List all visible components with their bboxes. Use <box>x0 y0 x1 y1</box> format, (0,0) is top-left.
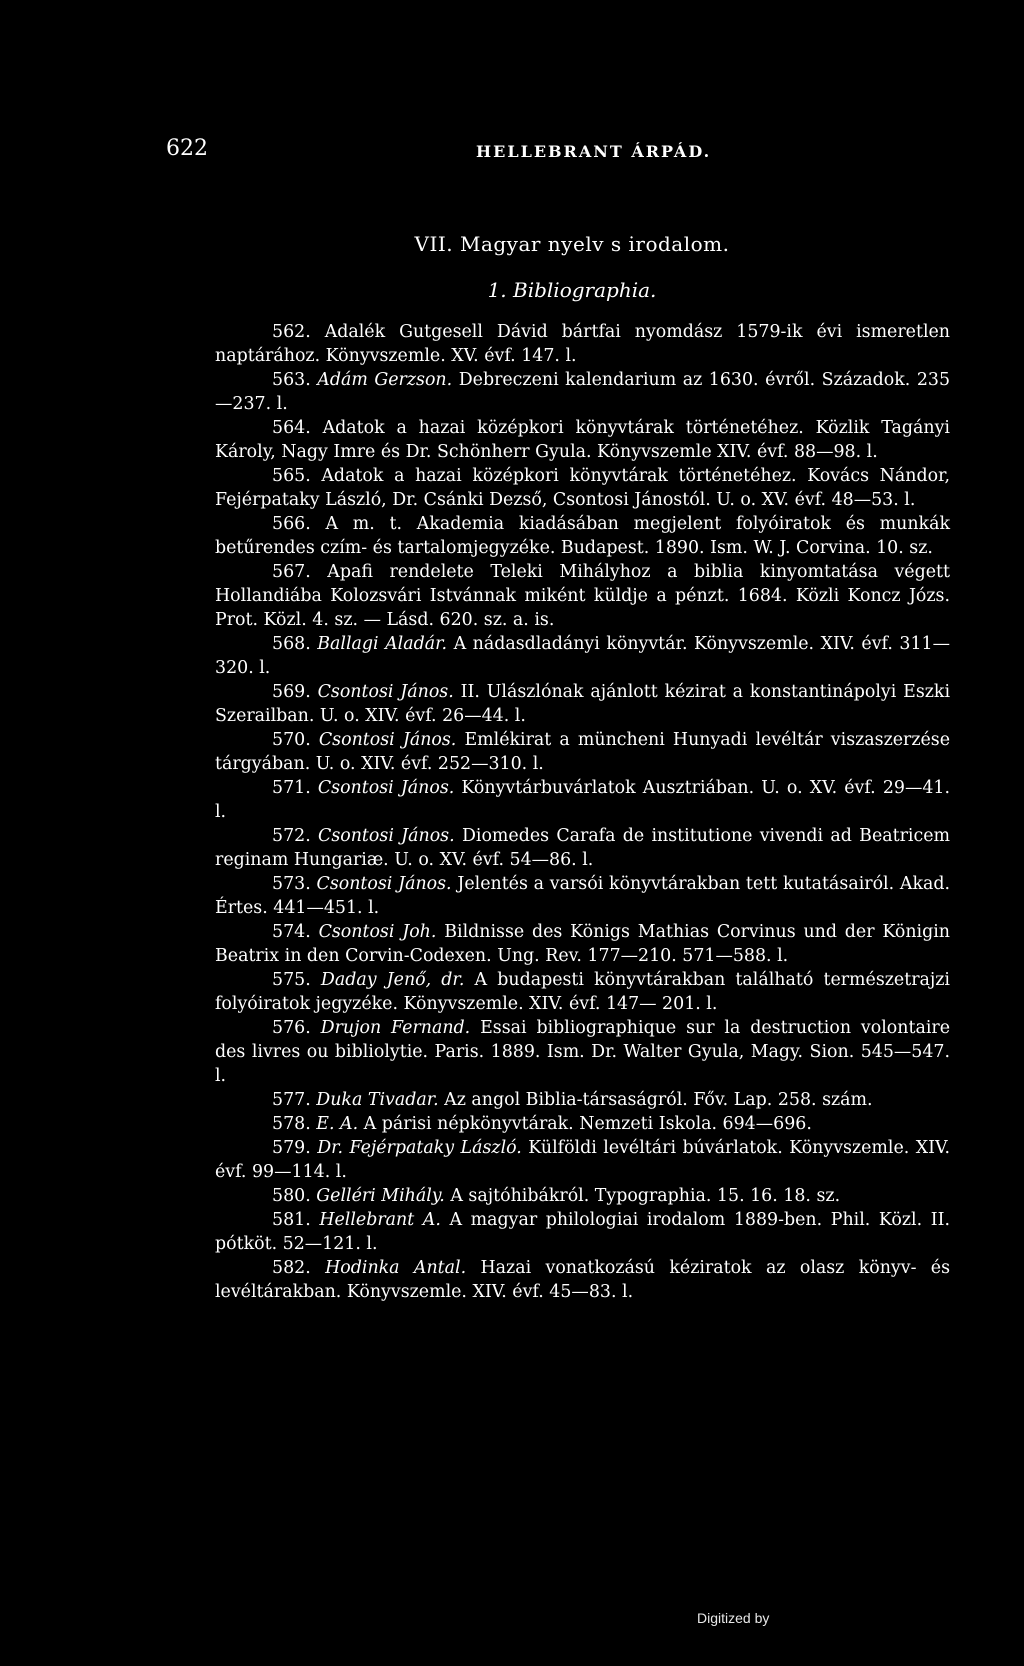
entry-number: 568. <box>272 634 311 654</box>
bibliography-entry <box>215 416 950 464</box>
entry-text: A magyar philologiai irodalom 1889-ben. Phil. Közl. II. pótköt. 52—121. l. <box>215 1210 950 1254</box>
entry-text: A nádasdladányi könyvtár. Könyvszemle. XIV. évf. 311—320. l. <box>215 634 950 678</box>
entry-author: Csontosi Joh. <box>318 922 437 942</box>
entry-text: Jelentés a varsói könyvtárakban tett kutatásairól. Akad. Értes. 441—451. l. <box>215 874 951 918</box>
entry-number: 581. <box>272 1210 311 1230</box>
entry-number: 567. <box>272 562 311 582</box>
bibliography-entry <box>215 1208 950 1256</box>
entry-text: Az angol Biblia-társaságról. Főv. Lap. 258. szám. <box>444 1090 873 1110</box>
entry-text: II. Ulászlónak ajánlott kézirat a konstantinápolyi Eszki Szerailban. U. o. XIV. évf. 26—44. l. <box>215 682 951 726</box>
entry-number: 582. <box>272 1258 311 1278</box>
entry-author: Csontosi János. <box>317 778 455 798</box>
bibliography-entry <box>215 776 950 824</box>
entry-number: 563. <box>272 370 311 390</box>
entry-author: Ballagi Aladár. <box>317 634 448 654</box>
entry-number: 565. <box>272 466 311 486</box>
bibliography-entry <box>215 680 950 728</box>
entry-author: Csontosi János. <box>318 730 457 750</box>
entry-text: A budapesti könyvtárakban található természetrajzi folyóiratok jegyzéke. Könyvszemle. XIV. évf. 147— 201. l. <box>215 970 950 1014</box>
entry-text: A m. t. Akademia kiadásában megjelent folyóiratok és munkák betűrendes czím- és tartalomjegyzéke. Budapest. 1890. Ism. W. J. Corvina. 10. sz. <box>215 514 950 558</box>
bibliography-entry <box>215 920 950 968</box>
entry-number: 580. <box>272 1186 311 1206</box>
entry-author: Csontosi János. <box>318 826 455 846</box>
bibliography-entry <box>215 512 950 560</box>
entry-author: Dr. Fejérpataky László. <box>317 1138 522 1158</box>
bibliography-entry <box>215 1256 950 1304</box>
entry-number: 570. <box>272 730 311 750</box>
bibliography-entry <box>215 1112 950 1136</box>
entry-author: Gelléri Mihály. <box>316 1186 445 1206</box>
entry-number: 577. <box>272 1090 311 1110</box>
entry-author: Hellebrant A. <box>319 1210 441 1230</box>
entry-author: Csontosi János. <box>317 682 454 702</box>
section-title: VII. Magyar nyelv s irodalom. <box>414 232 730 256</box>
bibliography-entry <box>215 464 950 512</box>
bibliography-entry <box>215 632 950 680</box>
entry-text: Külföldi levéltári búvárlatok. Könyvszemle. XIV. évf. 99—114. l. <box>215 1138 951 1182</box>
entry-number: 571. <box>272 778 311 798</box>
entry-text: Könyvtárbuvárlatok Ausztriában. U. o. XV. évf. 29—41. l. <box>215 778 951 822</box>
entry-text: Adatok a hazai középkori könyvtárak történetéhez. Kovács Nándor, Fejérpataky László, Dr. Csánki Dezső, Csontosi Jánostól. U. o. XV. évf. 48—53. l. <box>215 466 950 510</box>
entry-text: Essai bibliographique sur la destruction volontaire des livres ou bibliolytie. Paris. 1889. Ism. Dr. Walter Gyula, Magy. Sion. 545—547. l. <box>215 1018 950 1086</box>
entry-number: 579. <box>272 1138 311 1158</box>
running-head: HELLEBRANT ÁRPÁD. <box>476 142 712 161</box>
entry-author: Drujon Fernand. <box>320 1018 471 1038</box>
entry-number: 573. <box>272 874 311 894</box>
entry-text: Hazai vonatkozású kéziratok az olasz könyv- és levéltárakban. Könyvszemle. XIV. évf. 45—83. l. <box>215 1258 951 1302</box>
entry-text: Emlékirat a müncheni Hunyadi levéltár viszaszerzése tárgyában. U. o. XIV. évf. 252—310. l. <box>215 730 951 774</box>
bibliography-list <box>215 320 950 1304</box>
entry-number: 576. <box>272 1018 311 1038</box>
entry-number: 575. <box>272 970 311 990</box>
entry-text: A sajtóhibákról. Typographia. 15. 16. 18. sz. <box>450 1186 841 1206</box>
bibliography-entry <box>215 968 950 1016</box>
entry-author: Hodinka Antal. <box>325 1258 467 1278</box>
entry-number: 562. <box>272 322 311 342</box>
page-number: 622 <box>166 136 208 161</box>
entry-author: E. A. <box>316 1114 359 1134</box>
entry-number: 574. <box>272 922 311 942</box>
entry-number: 566. <box>272 514 311 534</box>
entry-text: Debreczeni kalendarium az 1630. évről. Századok. 235—237. l. <box>215 370 951 414</box>
bibliography-entry <box>215 824 950 872</box>
bibliography-entry <box>215 1088 950 1112</box>
entry-text: Diomedes Carafa de institutione vivendi ad Beatricem reginam Hungariæ. U. o. XV. évf. 54—86. l. <box>215 826 951 870</box>
entry-author: Adám Gerzson. <box>317 370 453 390</box>
entry-text: Adatok a hazai középkori könyvtárak történetéhez. Közlik Tagányi Károly, Nagy Imre és Dr. Schönherr Gyula. Könyvszemle XIV. évf. 88—98. l. <box>215 418 950 462</box>
entry-number: 569. <box>272 682 311 702</box>
subsection-title: 1. Bibliographia. <box>487 278 657 302</box>
entry-text: A párisi népkönyvtárak. Nemzeti Iskola. 694—696. <box>363 1114 812 1134</box>
bibliography-entry <box>215 1016 950 1088</box>
bibliography-entry <box>215 728 950 776</box>
digitized-watermark: Digitized by <box>697 1610 770 1626</box>
entry-number: 564. <box>272 418 311 438</box>
entry-number: 578. <box>272 1114 311 1134</box>
bibliography-entry <box>215 560 950 632</box>
entry-number: 572. <box>272 826 311 846</box>
bibliography-entry <box>215 1184 950 1208</box>
entry-author: Duka Tivadar. <box>316 1090 439 1110</box>
entry-text: Bildnisse des Königs Mathias Corvinus und der Königin Beatrix in den Corvin-Codexen. Ung. Rev. 177—210. 571—588. l. <box>215 922 951 966</box>
bibliography-entry <box>215 872 950 920</box>
entry-author: Csontosi János. <box>316 874 452 894</box>
bibliography-entry <box>215 1136 950 1184</box>
bibliography-entry <box>215 368 950 416</box>
entry-text: Adalék Gutgesell Dávid bártfai nyomdász 1579-ik évi ismeretlen naptárához. Könyvszemle. XV. évf. 147. l. <box>215 322 950 366</box>
entry-text: Apafi rendelete Teleki Mihályhoz a biblia kinyomtatása végett Hollandiába Kolozsvári Istvánnak miként küldje a pénzt. 1684. Közli Koncz Józs. Prot. Közl. 4. sz. — Lásd. 620. sz. a. is. <box>215 562 951 630</box>
bibliography-entry <box>215 320 950 368</box>
entry-author: Daday Jenő, dr. <box>320 970 465 990</box>
